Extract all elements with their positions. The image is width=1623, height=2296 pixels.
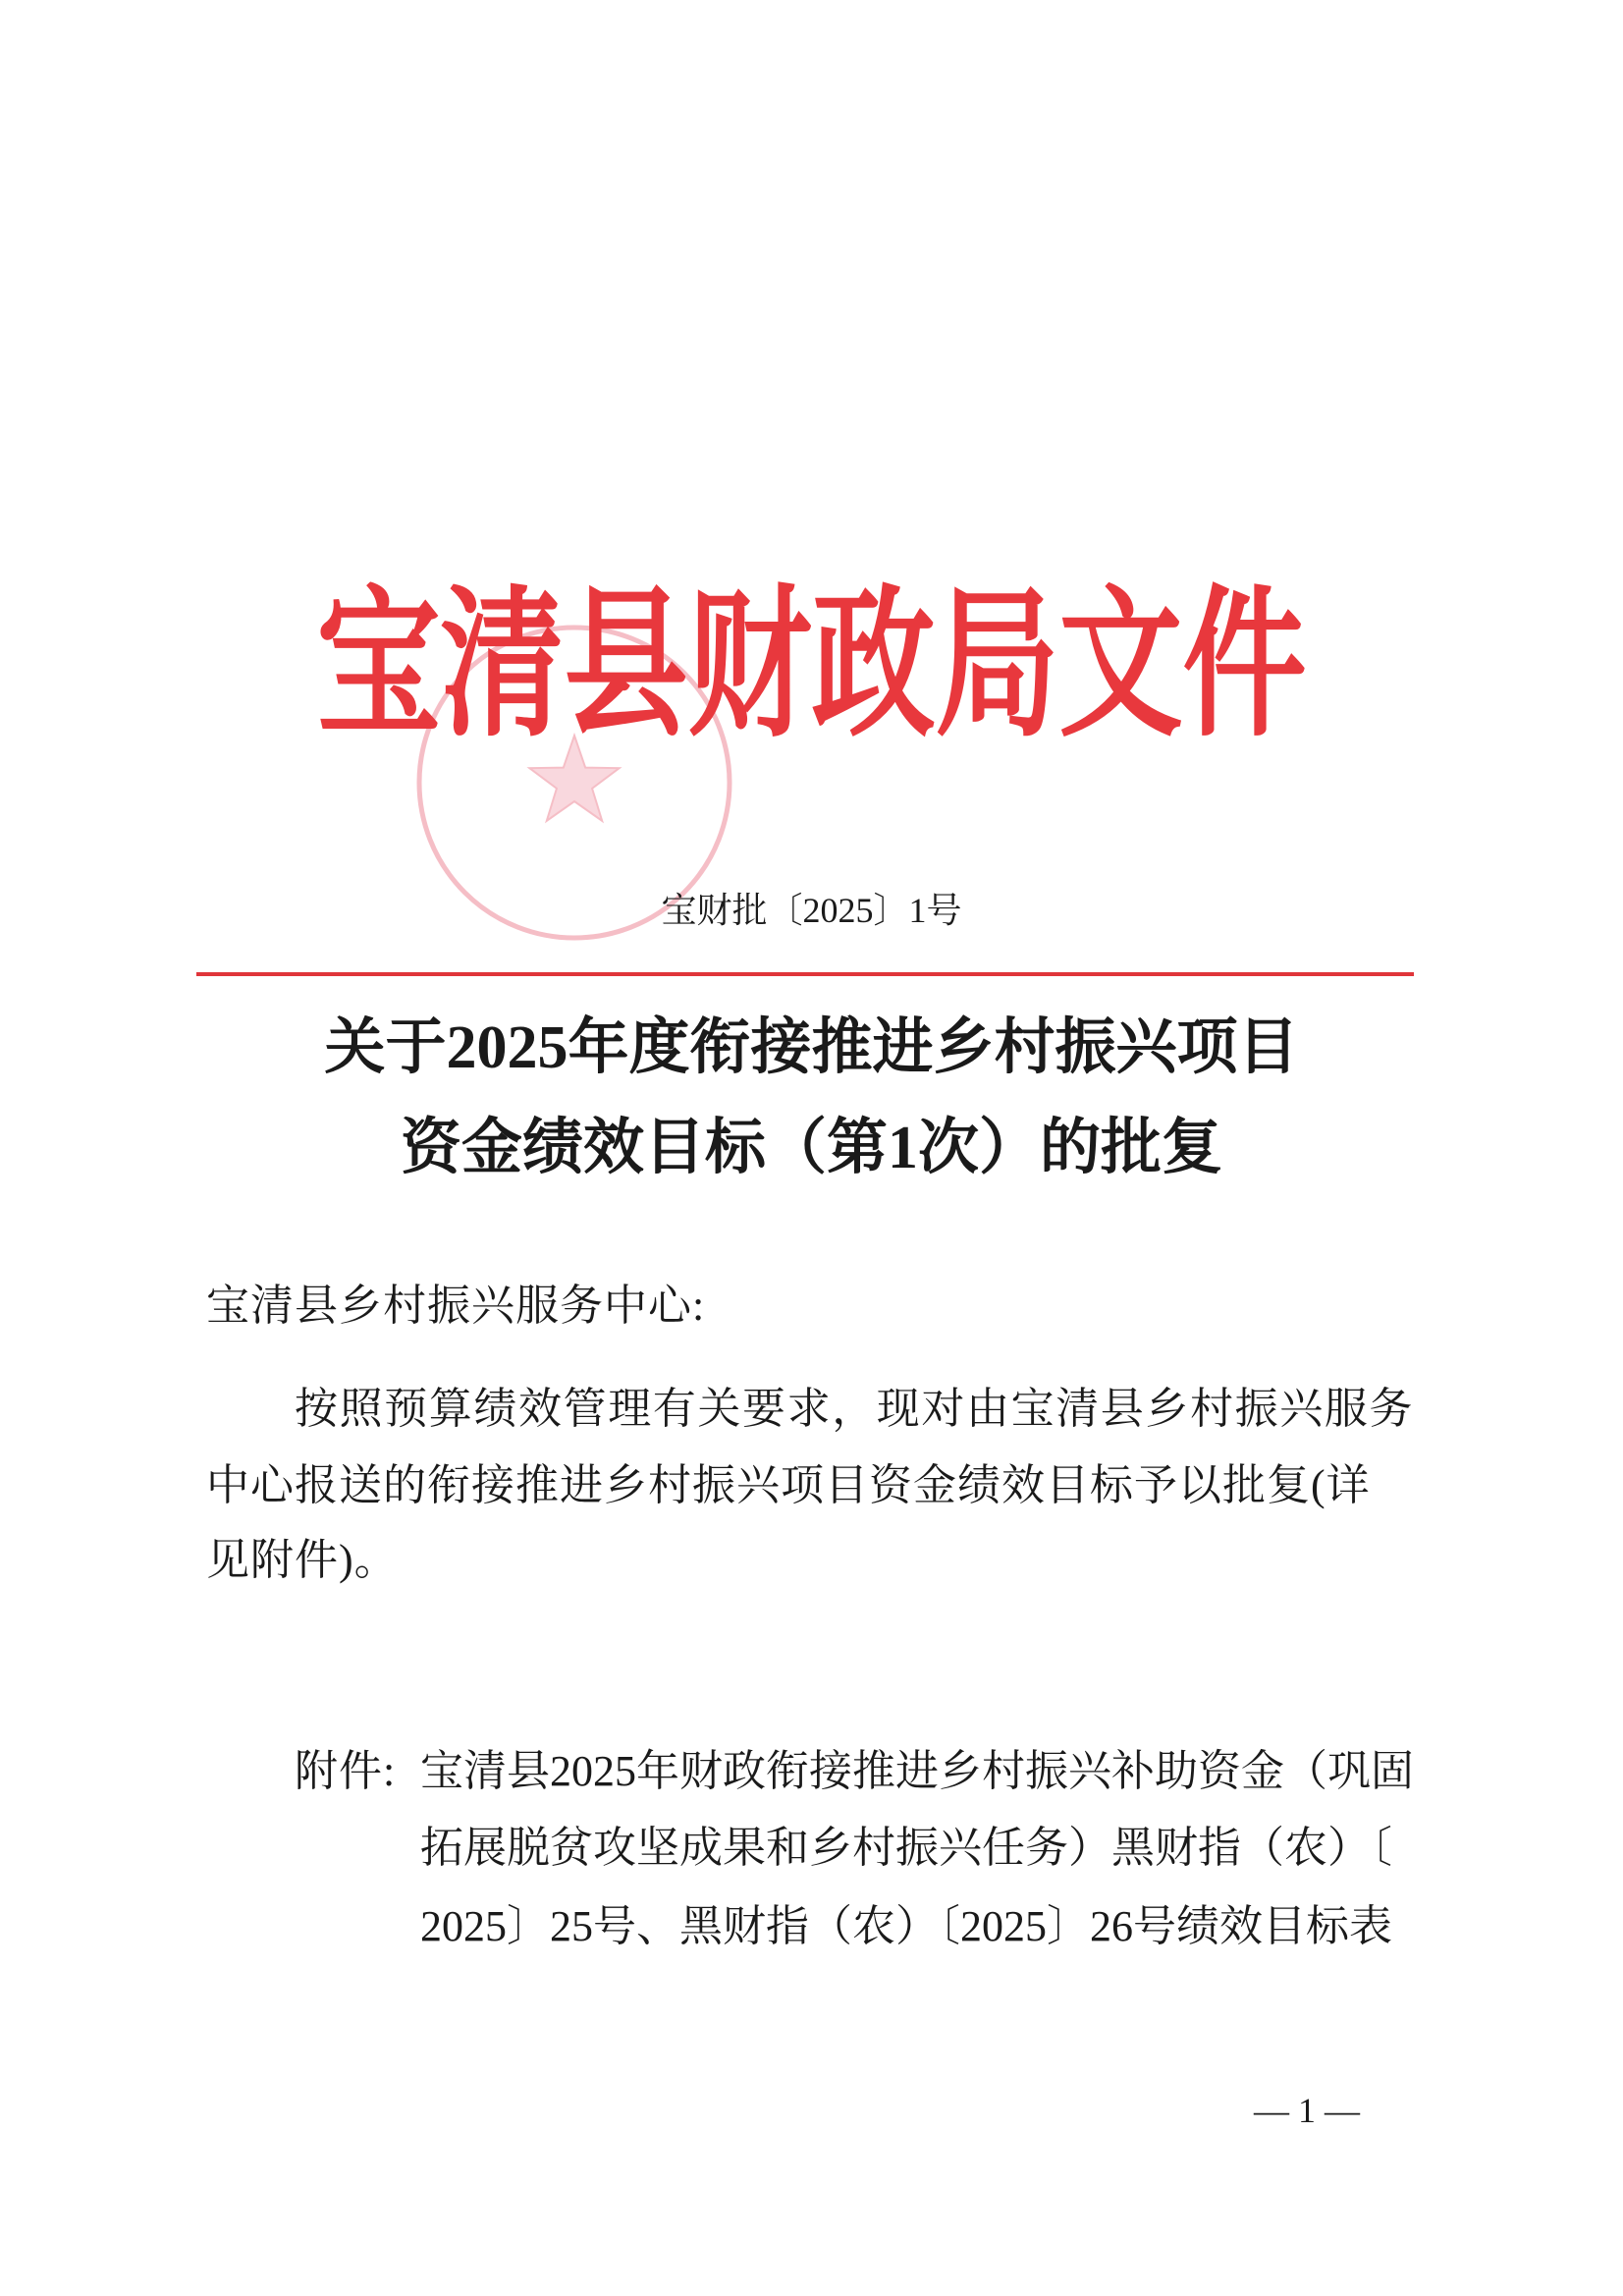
attachment-line-3: 2025〕25号、黑财指（农）〔2025〕26号绩效目标表: [420, 1902, 1392, 1950]
attachment-label: 附件:: [295, 1747, 397, 1795]
body-line-3: 见附件)。: [206, 1536, 399, 1584]
document-title-line-1: 关于2025年度衔接推进乡村振兴项目: [324, 1014, 1299, 1081]
attachment-line-1: 宝清县2025年财政衔接推进乡村振兴补助资金（巩固: [420, 1747, 1414, 1795]
body-line-2: 中心报送的衔接推进乡村振兴项目资金绩效目标予以批复(详: [206, 1461, 1371, 1509]
addressee: 宝清县乡村振兴服务中心:: [206, 1282, 706, 1330]
page-number: — 1 —: [1254, 2091, 1360, 2130]
attachment-line-2: 拓展脱贫攻坚成果和乡村振兴任务）黑财指（农）〔: [420, 1824, 1392, 1872]
document-title-line-2: 资金绩效目标（第1次）的批复: [400, 1115, 1222, 1181]
document-header: 宝清县财政局文件: [316, 569, 1307, 759]
body-line-1: 按照预算绩效管理有关要求，现对由宝清县乡村振兴服务: [295, 1385, 1414, 1433]
red-divider: [196, 972, 1414, 976]
document-number: 宝财批〔2025〕1号: [661, 891, 962, 930]
